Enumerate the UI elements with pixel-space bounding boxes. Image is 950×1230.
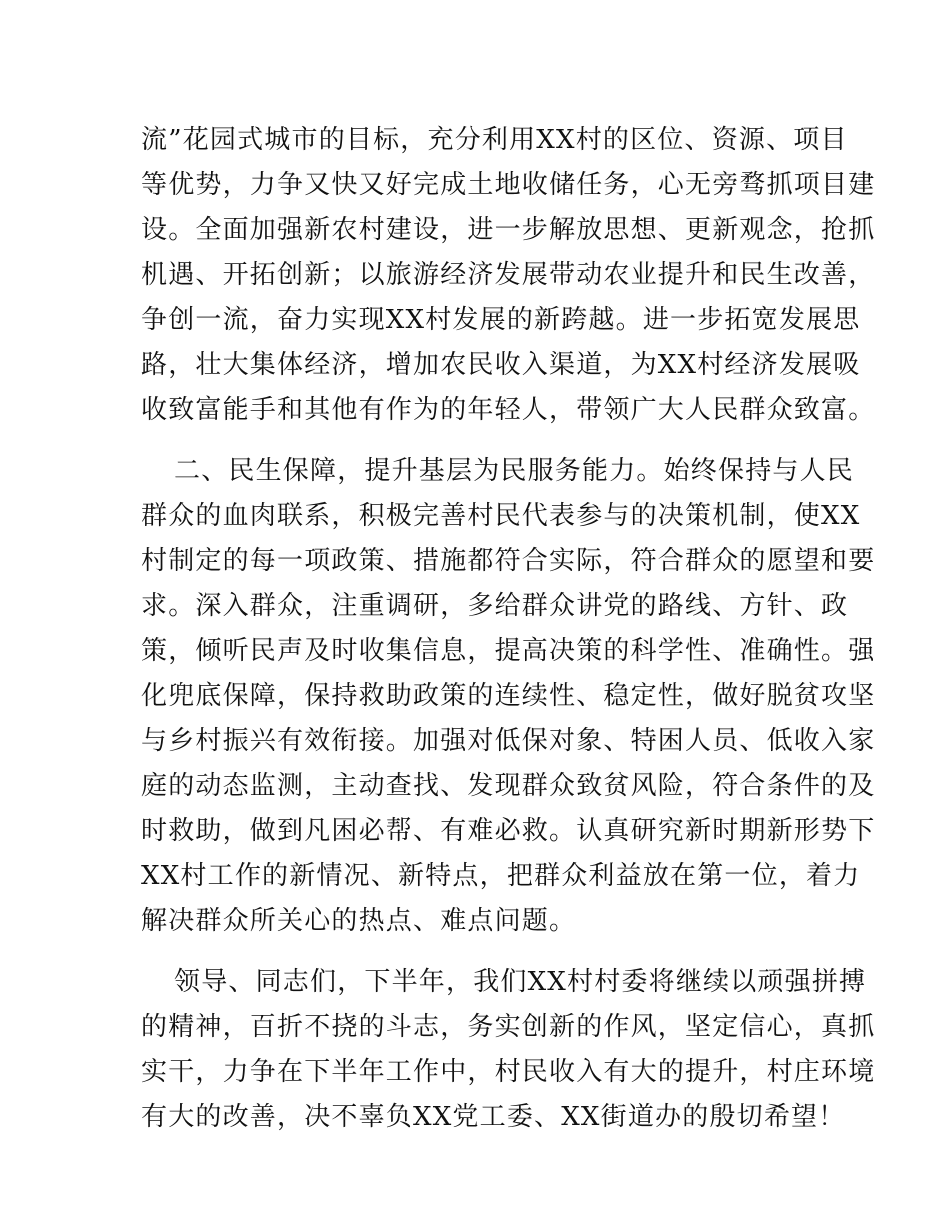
text-line: 村制定的每一项政策、措施都符合实际，符合群众的愿望和要 [141,546,876,576]
text-line: 等优势，力争又快又好完成土地收储任务，心无旁骛抓项目建 [141,170,876,200]
text-line: 领导、同志们，下半年，我们XX村村委将继续以顽强拼搏 [174,967,867,997]
text-line: 机遇、开拓创新；以旅游经济发展带动农业提升和民生改善， [141,260,876,290]
text-line: 求。深入群众，注重调研，多给群众讲党的路线、方针、政 [141,591,849,621]
text-line: 实干，力争在下半年工作中，村民收入有大的提升，村庄环境 [141,1057,876,1087]
document-page [141,118,876,1140]
text-line: 庭的动态监测，主动查找、发现群众致贫风险，符合条件的及 [141,771,876,801]
text-line: 路，壮大集体经济，增加农民收入渠道，为XX村经济发展吸 [141,350,861,380]
text-line: 策，倾听民声及时收集信息，提高决策的科学性、准确性。强 [141,636,876,666]
text-line: 时救助，做到凡困必帮、有难必救。认真研究新时期新形势下 [141,816,876,846]
text-line: 争创一流，奋力实现XX村发展的新跨越。进一步拓宽发展思 [141,305,861,335]
text-line: 收致富能手和其他有作为的年轻人，带领广大人民群众致富。 [141,395,876,425]
text-line: 化兜底保障，保持救助政策的连续性、稳定性，做好脱贫攻坚 [141,681,876,711]
text-line: 解决群众所关心的热点、难点问题。 [141,906,577,936]
text-line: 的精神，百折不挠的斗志，务实创新的作风，坚定信心，真抓 [141,1012,876,1042]
text-line: XX村工作的新情况、新特点，把群众利益放在第一位，着力 [141,861,861,891]
text-line: 设。全面加强新农村建设，进一步解放思想、更新观念，抢抓 [141,215,876,245]
text-line: 流”花园式城市的目标，充分利用XX村的区位、资源、项目 [141,125,848,155]
text-line: 群众的血肉联系，积极完善村民代表参与的决策机制，使XX [141,501,861,531]
text-line: 有大的改善，决不辜负XX党工委、XX街道办的殷切希望！ [141,1102,846,1132]
paragraph-1 [141,118,876,433]
text-line: 二、民生保障，提升基层为民服务能力。始终保持与人民 [174,456,855,486]
paragraph-3 [141,960,876,1140]
paragraph-2 [141,449,876,944]
text-line: 与乡村振兴有效衔接。加强对低保对象、特困人员、低收入家 [141,726,876,756]
paragraph-spacing [141,433,811,449]
paragraph-spacing [141,944,811,960]
